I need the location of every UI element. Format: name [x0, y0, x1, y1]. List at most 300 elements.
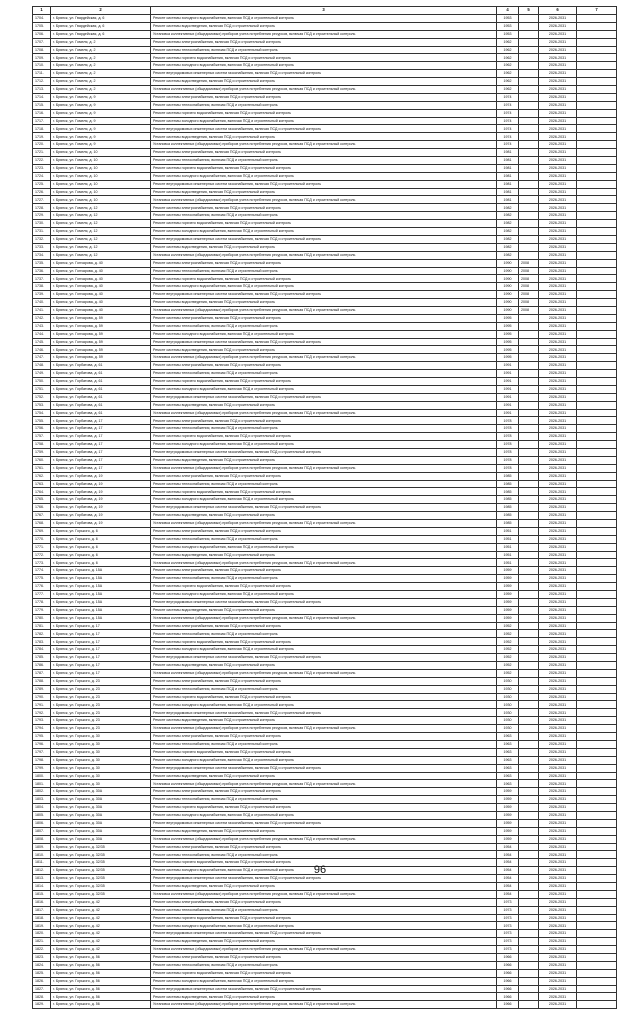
row-period: 2026-2031	[539, 93, 577, 101]
row-build-year: 1990	[497, 259, 519, 267]
row-work-type: Установка коллективных (общедомовых) приборов учета потребления ресурсов, включая ПСД и строительный контроль	[151, 669, 497, 677]
row-period: 2026-2031	[539, 859, 577, 867]
row-work-type: Ремонт системы теплоснабжения, включая ПСД и строительный контроль	[151, 425, 497, 433]
table-row	[33, 314, 617, 322]
row-repair-year	[519, 172, 539, 180]
row-address: г. Брянск, ул. Горького, д. 56	[51, 977, 151, 985]
row-period: 2026-2031	[539, 527, 577, 535]
row-work-type: Ремонт системы холодного водоснабжения, включая ПСД и строительный контроль	[151, 62, 497, 70]
row-number: 1742.	[33, 314, 51, 322]
row-address: г. Брянск, ул. Горького, д. 42	[51, 898, 151, 906]
row-address: г. Брянск, ул. Горбатова, д. 17	[51, 417, 151, 425]
row-address: г. Брянск, ул. Горбатова, д. 17	[51, 464, 151, 472]
row-number: 1752.	[33, 393, 51, 401]
row-number: 1769.	[33, 527, 51, 535]
row-repair-year	[519, 985, 539, 993]
row-number: 1802.	[33, 788, 51, 796]
row-extra	[577, 685, 617, 693]
row-number: 1733.	[33, 243, 51, 251]
row-extra	[577, 251, 617, 259]
row-repair-year	[519, 243, 539, 251]
row-number: 1747.	[33, 354, 51, 362]
row-period: 2026-2031	[539, 953, 577, 961]
row-work-type: Ремонт системы электроснабжения, включая ПСД и строительный контроль	[151, 417, 497, 425]
row-build-year: 1959	[497, 827, 519, 835]
row-address: г. Брянск, ул. Горького, д. 23	[51, 685, 151, 693]
row-number: 1812.	[33, 867, 51, 875]
row-repair-year: 2008	[519, 283, 539, 291]
row-extra	[577, 827, 617, 835]
row-number: 1723.	[33, 164, 51, 172]
row-build-year: 1959	[497, 591, 519, 599]
table-row	[33, 662, 617, 670]
row-repair-year	[519, 827, 539, 835]
row-repair-year	[519, 811, 539, 819]
row-period: 2026-2031	[539, 70, 577, 78]
row-address: г. Брянск, ул. Горького, д. 56	[51, 993, 151, 1001]
row-work-type: Установка коллективных (общедомовых) приборов учета потребления ресурсов, включая ПСД и строительный контроль	[151, 409, 497, 417]
table-row	[33, 496, 617, 504]
table-row	[33, 1001, 617, 1009]
row-period: 2026-2031	[539, 748, 577, 756]
table-row	[33, 630, 617, 638]
table-row	[33, 196, 617, 204]
row-number: 1814.	[33, 882, 51, 890]
row-number: 1772.	[33, 551, 51, 559]
row-work-type: Ремонт внутридомовых инженерных систем газоснабжения, включая ПСД и строительный контроль	[151, 125, 497, 133]
row-number: 1758.	[33, 441, 51, 449]
row-extra	[577, 938, 617, 946]
row-build-year: 1995	[497, 346, 519, 354]
row-work-type: Ремонт системы холодного водоснабжения, включая ПСД и строительный контроль	[151, 283, 497, 291]
row-number: 1804.	[33, 804, 51, 812]
row-number: 1796.	[33, 740, 51, 748]
table-row	[33, 488, 617, 496]
row-address: г. Брянск, ул. Горького, д. 15А	[51, 575, 151, 583]
row-period: 2026-2031	[539, 15, 577, 23]
row-work-type: Ремонт системы электроснабжения, включая ПСД и строительный контроль	[151, 898, 497, 906]
row-repair-year	[519, 157, 539, 165]
row-extra	[577, 259, 617, 267]
row-extra	[577, 851, 617, 859]
row-address: г. Брянск, ул. Горбатова, д. 19	[51, 472, 151, 480]
row-address: г. Брянск, ул. Горького, д. 23	[51, 709, 151, 717]
row-period: 2026-2031	[539, 780, 577, 788]
row-work-type: Ремонт системы теплоснабжения, включая ПСД и строительный контроль	[151, 157, 497, 165]
row-extra	[577, 15, 617, 23]
row-period: 2026-2031	[539, 772, 577, 780]
row-number: 1770.	[33, 535, 51, 543]
row-period: 2026-2031	[539, 30, 577, 38]
row-extra	[577, 306, 617, 314]
row-build-year: 1973	[497, 914, 519, 922]
table-row	[33, 512, 617, 520]
row-extra	[577, 228, 617, 236]
table-header-row	[33, 7, 617, 15]
row-address: г. Брянск, ул. Гомеля, д. 10	[51, 172, 151, 180]
row-build-year: 1973	[497, 946, 519, 954]
row-repair-year	[519, 488, 539, 496]
row-address: г. Брянск, ул. Горбатова, д. 61	[51, 370, 151, 378]
row-repair-year	[519, 180, 539, 188]
row-build-year: 1951	[497, 535, 519, 543]
row-repair-year	[519, 591, 539, 599]
row-work-type: Ремонт системы электроснабжения, включая ПСД и строительный контроль	[151, 204, 497, 212]
row-address: г. Брянск, ул. Горбатова, д. 61	[51, 393, 151, 401]
row-number: 1741.	[33, 306, 51, 314]
row-period: 2026-2031	[539, 961, 577, 969]
table-row	[33, 70, 617, 78]
row-repair-year	[519, 851, 539, 859]
row-build-year: 1952	[497, 638, 519, 646]
row-extra	[577, 101, 617, 109]
row-extra	[577, 693, 617, 701]
row-work-type: Установка коллективных (общедомовых) приборов учета потребления ресурсов, включая ПСД и строительный контроль	[151, 251, 497, 259]
row-build-year: 1959	[497, 583, 519, 591]
row-build-year: 1973	[497, 930, 519, 938]
row-address: г. Брянск, ул. Горького, д. 30	[51, 740, 151, 748]
row-build-year: 1952	[497, 622, 519, 630]
row-number: 1760.	[33, 456, 51, 464]
row-repair-year	[519, 15, 539, 23]
row-build-year: 1981	[497, 196, 519, 204]
row-build-year: 1982	[497, 220, 519, 228]
row-extra	[577, 811, 617, 819]
column-header: 6	[539, 7, 577, 15]
row-period: 2026-2031	[539, 559, 577, 567]
row-repair-year	[519, 220, 539, 228]
row-repair-year	[519, 93, 539, 101]
row-number: 1715.	[33, 101, 51, 109]
row-extra	[577, 472, 617, 480]
row-repair-year	[519, 977, 539, 985]
row-address: г. Брянск, ул. Гомеля, д. 2	[51, 38, 151, 46]
row-repair-year	[519, 677, 539, 685]
row-build-year: 1973	[497, 906, 519, 914]
row-extra	[577, 551, 617, 559]
row-build-year: 1966	[497, 977, 519, 985]
row-repair-year	[519, 930, 539, 938]
table-row	[33, 220, 617, 228]
row-extra	[577, 243, 617, 251]
row-address: г. Брянск, ул. Горького, д. 6	[51, 543, 151, 551]
row-period: 2026-2031	[539, 275, 577, 283]
row-address: г. Брянск, ул. Гончарова, д. 40	[51, 267, 151, 275]
row-address: г. Брянск, ул. Гомеля, д. 10	[51, 196, 151, 204]
row-build-year: 1981	[497, 157, 519, 165]
table-row	[33, 86, 617, 94]
row-period: 2026-2031	[539, 843, 577, 851]
row-extra	[577, 843, 617, 851]
row-number: 1718.	[33, 125, 51, 133]
row-extra	[577, 559, 617, 567]
row-extra	[577, 606, 617, 614]
row-extra	[577, 377, 617, 385]
table-row	[33, 370, 617, 378]
row-build-year: 1974	[497, 141, 519, 149]
row-build-year: 1990	[497, 306, 519, 314]
row-address: г. Брянск, ул. Гончарова, д. 40	[51, 291, 151, 299]
row-repair-year	[519, 125, 539, 133]
row-build-year: 1974	[497, 93, 519, 101]
row-work-type: Ремонт системы теплоснабжения, включая ПСД и строительный контроль	[151, 796, 497, 804]
row-extra	[577, 638, 617, 646]
row-extra	[577, 520, 617, 528]
row-work-type: Ремонт внутридомовых инженерных систем газоснабжения, включая ПСД и строительный контроль	[151, 291, 497, 299]
row-extra	[577, 567, 617, 575]
row-work-type: Ремонт системы водоотведения, включая ПСД и строительный контроль	[151, 346, 497, 354]
row-address: г. Брянск, ул. Гомеля, д. 9	[51, 109, 151, 117]
row-address: г. Брянск, ул. Горького, д. 56	[51, 985, 151, 993]
table-row	[33, 591, 617, 599]
table-row	[33, 228, 617, 236]
row-number: 1727.	[33, 196, 51, 204]
row-work-type: Ремонт внутридомовых инженерных систем газоснабжения, включая ПСД и строительный контроль	[151, 504, 497, 512]
row-period: 2026-2031	[539, 733, 577, 741]
row-build-year: 1959	[497, 804, 519, 812]
row-build-year: 1982	[497, 251, 519, 259]
row-work-type: Ремонт системы холодного водоснабжения, включая ПСД и строительный контроль	[151, 172, 497, 180]
row-repair-year	[519, 543, 539, 551]
row-address: г. Брянск, ул. Горького, д. 23	[51, 725, 151, 733]
row-period: 2026-2031	[539, 898, 577, 906]
row-extra	[577, 78, 617, 86]
row-build-year: 1985	[497, 488, 519, 496]
row-period: 2026-2031	[539, 788, 577, 796]
row-extra	[577, 235, 617, 243]
row-build-year: 1978	[497, 448, 519, 456]
row-build-year: 1991	[497, 370, 519, 378]
row-number: 1751.	[33, 385, 51, 393]
row-build-year: 1962	[497, 86, 519, 94]
row-period: 2026-2031	[539, 117, 577, 125]
row-extra	[577, 662, 617, 670]
row-address: г. Брянск, ул. Горького, д. 32/35	[51, 843, 151, 851]
row-address: г. Брянск, ул. Гончарова, д. 59	[51, 346, 151, 354]
row-number: 1705.	[33, 22, 51, 30]
row-build-year: 1951	[497, 551, 519, 559]
row-address: г. Брянск, ул. Горького, д. 56	[51, 961, 151, 969]
row-period: 2026-2031	[539, 606, 577, 614]
table-row	[33, 796, 617, 804]
row-work-type: Ремонт системы горячего водоснабжения, включая ПСД и строительный контроль	[151, 433, 497, 441]
table-row	[33, 882, 617, 890]
row-build-year: 1952	[497, 654, 519, 662]
table-row	[33, 922, 617, 930]
row-period: 2026-2031	[539, 362, 577, 370]
row-address: г. Брянск, ул. Гончарова, д. 59	[51, 354, 151, 362]
row-period: 2026-2031	[539, 370, 577, 378]
row-work-type: Ремонт системы водоотведения, включая ПСД и строительный контроль	[151, 551, 497, 559]
table-row	[33, 283, 617, 291]
row-number: 1736.	[33, 267, 51, 275]
row-extra	[577, 54, 617, 62]
row-work-type: Ремонт системы теплоснабжения, включая ПСД и строительный контроль	[151, 851, 497, 859]
row-extra	[577, 985, 617, 993]
row-work-type: Ремонт внутридомовых инженерных систем газоснабжения, включая ПСД и строительный контроль	[151, 338, 497, 346]
table-row	[33, 772, 617, 780]
row-period: 2026-2031	[539, 827, 577, 835]
row-repair-year: 2008	[519, 267, 539, 275]
row-work-type: Ремонт системы электроснабжения, включая ПСД и строительный контроль	[151, 259, 497, 267]
row-number: 1762.	[33, 472, 51, 480]
row-number: 1801.	[33, 780, 51, 788]
table-row	[33, 535, 617, 543]
row-build-year: 1985	[497, 504, 519, 512]
row-extra	[577, 180, 617, 188]
row-address: г. Брянск, ул. Горького, д. 42	[51, 938, 151, 946]
table-row	[33, 606, 617, 614]
row-repair-year	[519, 693, 539, 701]
row-repair-year	[519, 685, 539, 693]
row-number: 1704.	[33, 15, 51, 23]
row-work-type: Ремонт системы холодного водоснабжения, включая ПСД и строительный контроль	[151, 117, 497, 125]
row-repair-year	[519, 330, 539, 338]
row-build-year: 1982	[497, 228, 519, 236]
row-work-type: Ремонт системы холодного водоснабжения, включая ПСД и строительный контроль	[151, 646, 497, 654]
row-period: 2026-2031	[539, 417, 577, 425]
row-extra	[577, 117, 617, 125]
row-address: г. Брянск, ул. Горбатова, д. 61	[51, 362, 151, 370]
row-extra	[577, 804, 617, 812]
row-number: 1810.	[33, 851, 51, 859]
row-period: 2026-2031	[539, 157, 577, 165]
row-number: 1784.	[33, 646, 51, 654]
row-repair-year	[519, 669, 539, 677]
table-row	[33, 330, 617, 338]
row-period: 2026-2031	[539, 496, 577, 504]
row-address: г. Брянск, ул. Горького, д. 30А	[51, 796, 151, 804]
row-number: 1722.	[33, 157, 51, 165]
row-repair-year: 2008	[519, 275, 539, 283]
table-row	[33, 827, 617, 835]
row-extra	[577, 456, 617, 464]
row-number: 1720.	[33, 141, 51, 149]
row-period: 2026-2031	[539, 819, 577, 827]
row-address: г. Брянск, ул. Горького, д. 42	[51, 906, 151, 914]
row-period: 2026-2031	[539, 456, 577, 464]
row-number: 1740.	[33, 299, 51, 307]
row-period: 2026-2031	[539, 314, 577, 322]
row-build-year: 1963	[497, 764, 519, 772]
row-number: 1806.	[33, 819, 51, 827]
row-extra	[577, 1001, 617, 1009]
row-period: 2026-2031	[539, 922, 577, 930]
row-build-year: 1963	[497, 748, 519, 756]
row-build-year: 1959	[497, 614, 519, 622]
row-address: г. Брянск, ул. Гончарова, д. 40	[51, 306, 151, 314]
row-address: г. Брянск, ул. Горького, д. 30	[51, 756, 151, 764]
row-address: г. Брянск, ул. Горького, д. 56	[51, 953, 151, 961]
table-row	[33, 756, 617, 764]
row-repair-year	[519, 764, 539, 772]
row-build-year: 1973	[497, 922, 519, 930]
row-period: 2026-2031	[539, 685, 577, 693]
row-extra	[577, 788, 617, 796]
row-address: г. Брянск, ул. Горького, д. 17	[51, 622, 151, 630]
table-row	[33, 354, 617, 362]
row-work-type: Ремонт системы электроснабжения, включая ПСД и строительный контроль	[151, 93, 497, 101]
row-number: 1709.	[33, 54, 51, 62]
row-period: 2026-2031	[539, 740, 577, 748]
row-repair-year	[519, 504, 539, 512]
row-repair-year	[519, 385, 539, 393]
row-build-year: 1962	[497, 38, 519, 46]
row-number: 1754.	[33, 409, 51, 417]
row-repair-year	[519, 835, 539, 843]
row-build-year: 1966	[497, 969, 519, 977]
row-address: г. Брянск, ул. Горького, д. 6	[51, 527, 151, 535]
row-number: 1783.	[33, 638, 51, 646]
row-repair-year	[519, 969, 539, 977]
row-address: г. Брянск, ул. Гомеля, д. 12	[51, 251, 151, 259]
row-number: 1819.	[33, 922, 51, 930]
table-row	[33, 622, 617, 630]
table-row	[33, 693, 617, 701]
row-work-type: Ремонт внутридомовых инженерных систем газоснабжения, включая ПСД и строительный контроль	[151, 393, 497, 401]
row-work-type: Ремонт системы электроснабжения, включая ПСД и строительный контроль	[151, 38, 497, 46]
row-period: 2026-2031	[539, 677, 577, 685]
table-row	[33, 54, 617, 62]
column-header: 7	[577, 7, 617, 15]
table-row	[33, 172, 617, 180]
row-extra	[577, 291, 617, 299]
row-work-type: Ремонт системы горячего водоснабжения, включая ПСД и строительный контроль	[151, 275, 497, 283]
row-build-year: 1951	[497, 527, 519, 535]
row-work-type: Ремонт системы холодного водоснабжения, включая ПСД и строительный контроль	[151, 441, 497, 449]
row-build-year: 1981	[497, 164, 519, 172]
row-work-type: Ремонт системы теплоснабжения, включая ПСД и строительный контроль	[151, 961, 497, 969]
row-number: 1778.	[33, 598, 51, 606]
row-work-type: Ремонт системы горячего водоснабжения, включая ПСД и строительный контроль	[151, 748, 497, 756]
row-build-year: 1981	[497, 172, 519, 180]
row-address: г. Брянск, ул. Горбатова, д. 19	[51, 504, 151, 512]
table-row	[33, 946, 617, 954]
row-extra	[577, 677, 617, 685]
column-header: 3	[151, 7, 497, 15]
row-repair-year	[519, 520, 539, 528]
row-number: 1782.	[33, 630, 51, 638]
table-row	[33, 717, 617, 725]
row-address: г. Брянск, ул. Горького, д. 15А	[51, 591, 151, 599]
row-build-year: 1954	[497, 867, 519, 875]
row-address: г. Брянск, ул. Гомеля, д. 10	[51, 164, 151, 172]
row-work-type: Ремонт системы водоотведения, включая ПСД и строительный контроль	[151, 717, 497, 725]
table-row	[33, 157, 617, 165]
row-work-type: Ремонт системы электроснабжения, включая ПСД и строительный контроль	[151, 472, 497, 480]
row-extra	[577, 504, 617, 512]
row-address: г. Брянск, ул. Горбатова, д. 61	[51, 401, 151, 409]
row-number: 1738.	[33, 283, 51, 291]
row-extra	[577, 480, 617, 488]
row-build-year: 1953	[497, 30, 519, 38]
row-repair-year	[519, 448, 539, 456]
row-period: 2026-2031	[539, 583, 577, 591]
row-build-year: 1952	[497, 646, 519, 654]
table-row	[33, 433, 617, 441]
row-address: г. Брянск, ул. Горького, д. 15А	[51, 614, 151, 622]
row-repair-year	[519, 748, 539, 756]
row-repair-year	[519, 890, 539, 898]
row-address: г. Брянск, ул. Гомеля, д. 12	[51, 228, 151, 236]
row-build-year: 1990	[497, 299, 519, 307]
row-number: 1746.	[33, 346, 51, 354]
row-work-type: Ремонт системы теплоснабжения, включая ПСД и строительный контроль	[151, 685, 497, 693]
row-work-type: Ремонт системы теплоснабжения, включая ПСД и строительный контроль	[151, 212, 497, 220]
row-work-type: Установка коллективных (общедомовых) приборов учета потребления ресурсов, включая ПСД и строительный контроль	[151, 354, 497, 362]
row-build-year: 1995	[497, 322, 519, 330]
row-address: г. Брянск, ул. Горбатова, д. 19	[51, 488, 151, 496]
